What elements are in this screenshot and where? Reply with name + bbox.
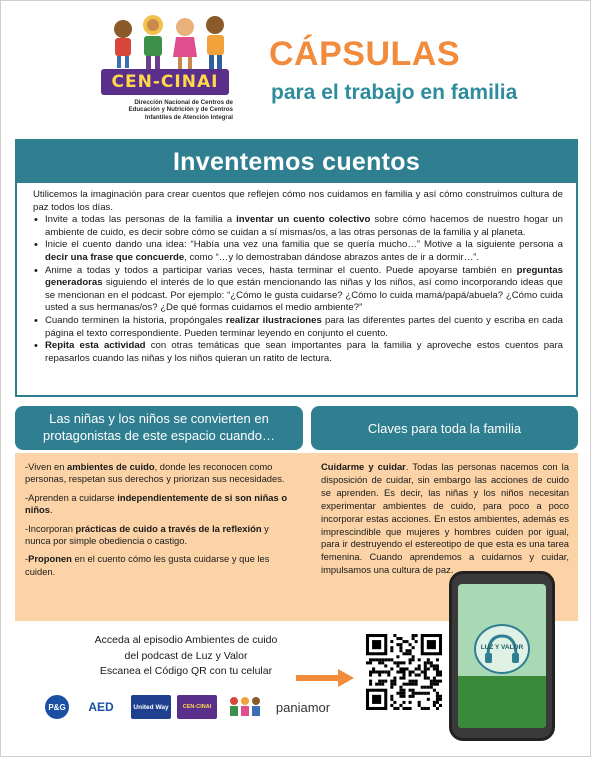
- protagonists-list: [25, 461, 291, 584]
- logo-band: [101, 69, 229, 95]
- list-item: • Repita esta actividad con otras temáticas que sean importantes para la familia y aproveche estos cuentos para repasarlos cuando las niñas y los niños quieran un ratito de lectura.: [33, 340, 563, 365]
- children-small-icon: [225, 695, 265, 719]
- phone-screen-footer: [458, 676, 546, 728]
- cen-cinai-small-logo: CEN-CINAI: [177, 695, 217, 719]
- phone-mockup: [449, 571, 555, 741]
- list-item: • Inicie el cuento dando una idea: “Había una vez una familia que se quería mucho…” Motive a la siguiente persona a decir una frase que concuerde, como “…y lo demostraban dándose abrazos antes de ir a dormir…”.: [33, 239, 563, 264]
- united-way-logo: United Way: [131, 695, 171, 719]
- qr-code[interactable]: [366, 634, 442, 710]
- activity-title-bar: [17, 141, 576, 183]
- cen-cinai-logo: [101, 13, 241, 133]
- podcast-instructions: [51, 633, 321, 680]
- family-keys-text: Cuidarme y cuidar. Todas las personas nacemos con la disposición de cuidar, sin embargo las acciones de cuido se aprenden. Es decir, las niñas y los niños necesitan experimentar ambientes de cuido, para poco a poco incorporar estas acciones. En estos ambientes, además es imprescindible que mujeres y hombres cuiden por igual, para ir destruyendo el estereotipo de que esta es una tarea femenina. Cuando aprendemos a cuidarnos y cuidar, impulsamos una cultura de paz.: [321, 461, 569, 576]
- logo-subtitle: Dirección Nacional de Centros de Educación y Nutrición y de Centros Infantiles de Atención Integral: [128, 99, 233, 121]
- list-item: -Proponen en el cuento cómo les gusta cuidarse y que les cuiden.: [25, 553, 270, 577]
- list-item: • Anime a todas y todos a participar varias veces, hasta terminar el cuento. Puede apoyarse también en preguntas generadoras siguiendo el interés de lo que están mencionando las niñas y los niños, así como incorporando ideas que se mencionan en el podcast. Por ejemplo: “¿Cómo le gusta cuidarse? ¿Cómo lo cuida mamá/papá/abuela? ¿Cómo cuida usted a sus hermanas/os? ¿De qué formas cuidamos el medio ambiente?”: [33, 265, 563, 315]
- instructions-line-1: Acceda al episodio Ambientes de cuido: [94, 634, 278, 646]
- list-item: -Aprenden a cuidarse independientemente de si son niñas o niños.: [25, 491, 288, 516]
- activity-intro: Utilicemos la imaginación para crear cuentos que reflejen cómo nos cuidamos en familia y así cómo construimos cultura de paz todos los días.: [33, 189, 563, 213]
- sponsor-logos: [45, 695, 345, 723]
- children-illustration: [109, 13, 234, 71]
- phone-screen: [458, 584, 546, 728]
- arrow-right-icon: [296, 669, 354, 687]
- list-item: -Incorporan prácticas de cuido a través de la reflexión y nunca por simple obediencia o castigo.: [25, 522, 269, 547]
- activity-body: [33, 189, 563, 365]
- activity-steps: [33, 214, 563, 365]
- page-title: CÁPSULAS: [269, 35, 461, 73]
- logo-text: CEN-CINAI: [111, 72, 219, 92]
- activity-title: Inventemos cuentos: [172, 147, 421, 176]
- protagonists-header: Las niñas y los niños se convierten en protagonistas de este espacio cuando…: [15, 406, 303, 450]
- paniamor-logo: paniamor: [275, 699, 331, 715]
- list-item: • Invite a todas las personas de la familia a inventar un cuento colectivo sobre cómo hacemos de nuestro hogar un ambiente de cuido, es decir sobre cómo se cuidan a sí mismas/os, a las otras personas de la familia y al planeta.: [33, 214, 563, 239]
- podcast-label: LUZ Y VALOR: [480, 644, 524, 651]
- list-item: • Cuando terminen la historia, propóngales realizar ilustraciones para las diferentes partes del cuento y escriba en cada página el texto correspondiente. Pueden terminar leyendo en conjunto el cuento.: [33, 315, 563, 340]
- aed-logo: AED: [88, 700, 114, 714]
- activity-frame: [15, 139, 578, 397]
- instructions-line-2: del podcast de Luz y Valor: [124, 649, 248, 662]
- list-item: -Viven en ambientes de cuido, donde les reconocen como personas, respetan sus derechos y priorizan sus necesidades.: [25, 461, 285, 485]
- page-subtitle: para el trabajo en familia: [271, 81, 518, 104]
- pg-logo: P&G: [45, 695, 69, 719]
- instructions-line-3: Escanea el Código QR con tu celular: [99, 665, 273, 677]
- family-keys-header: Claves para toda la familia: [311, 406, 578, 450]
